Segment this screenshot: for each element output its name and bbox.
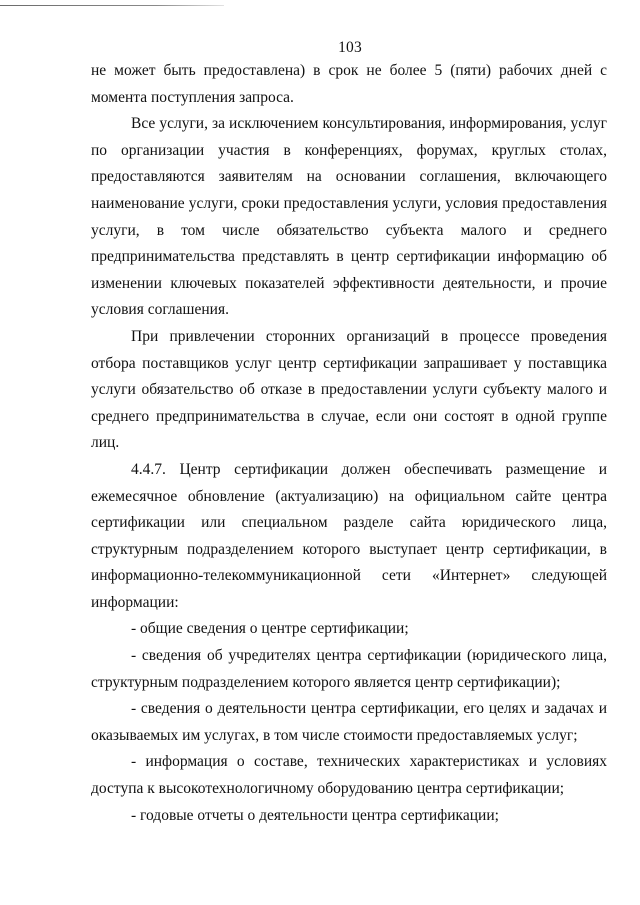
list-item-5: - годовые отчеты о деятельности центра сертификации; <box>131 806 499 824</box>
scan-edge-line <box>0 5 224 6</box>
paragraph-2: Все услуги, за исключением консультирования, информирования, услуг по организации участия в конференциях, форумах, круглых столах, предоставляются заявителям на основании соглашения, включающего наименование услуги, сроки предоставления услуги, условия предоставления услуги, в том числе обязательство субъекта малого и среднего предпринимательства представлять в центр сертификации информацию об изменении ключевых показателей эффективности деятельности, и прочие условия соглашения. <box>91 115 607 319</box>
page-number: 103 <box>338 39 362 56</box>
list-item-3: - сведения о деятельности центра сертификации, его целях и задачах и оказываемых им услугах, в том числе стоимости предоставляемых услуг; <box>91 700 607 744</box>
list-item-4: - информация о составе, технических характеристиках и условиях доступа к высокотехнологичному оборудованию центра сертификации; <box>91 753 607 798</box>
paragraph-4: 4.4.7. Центр сертификации должен обеспечивать размещение и ежемесячное обновление (актуализацию) на официальном сайте центра сертификации или специальном разделе сайта юридического лица, структурным подразделением которого выступает центр сертификации, в информационно-телекоммуникационной сети «Интернет» следующей информации: <box>91 460 607 611</box>
document-body <box>91 58 607 829</box>
paragraph-3: При привлечении сторонних организаций в процессе проведения отбора поставщиков услуг центр сертификации запрашивает у поставщика услуги обязательство об отказе в предоставлении услуги субъекту малого и среднего предпринимательства в случае, если они состоят в одной группе лиц. <box>91 327 607 452</box>
list-item-1: - общие сведения о центре сертификации; <box>131 620 409 638</box>
paragraph-1: не может быть предоставлена) в срок не более 5 (пяти) рабочих дней с момента поступления запроса. <box>91 62 607 106</box>
list-item-2: - сведения об учредителях центра сертификации (юридического лица, структурным подразделением которого является центр сертификации); <box>91 647 607 691</box>
